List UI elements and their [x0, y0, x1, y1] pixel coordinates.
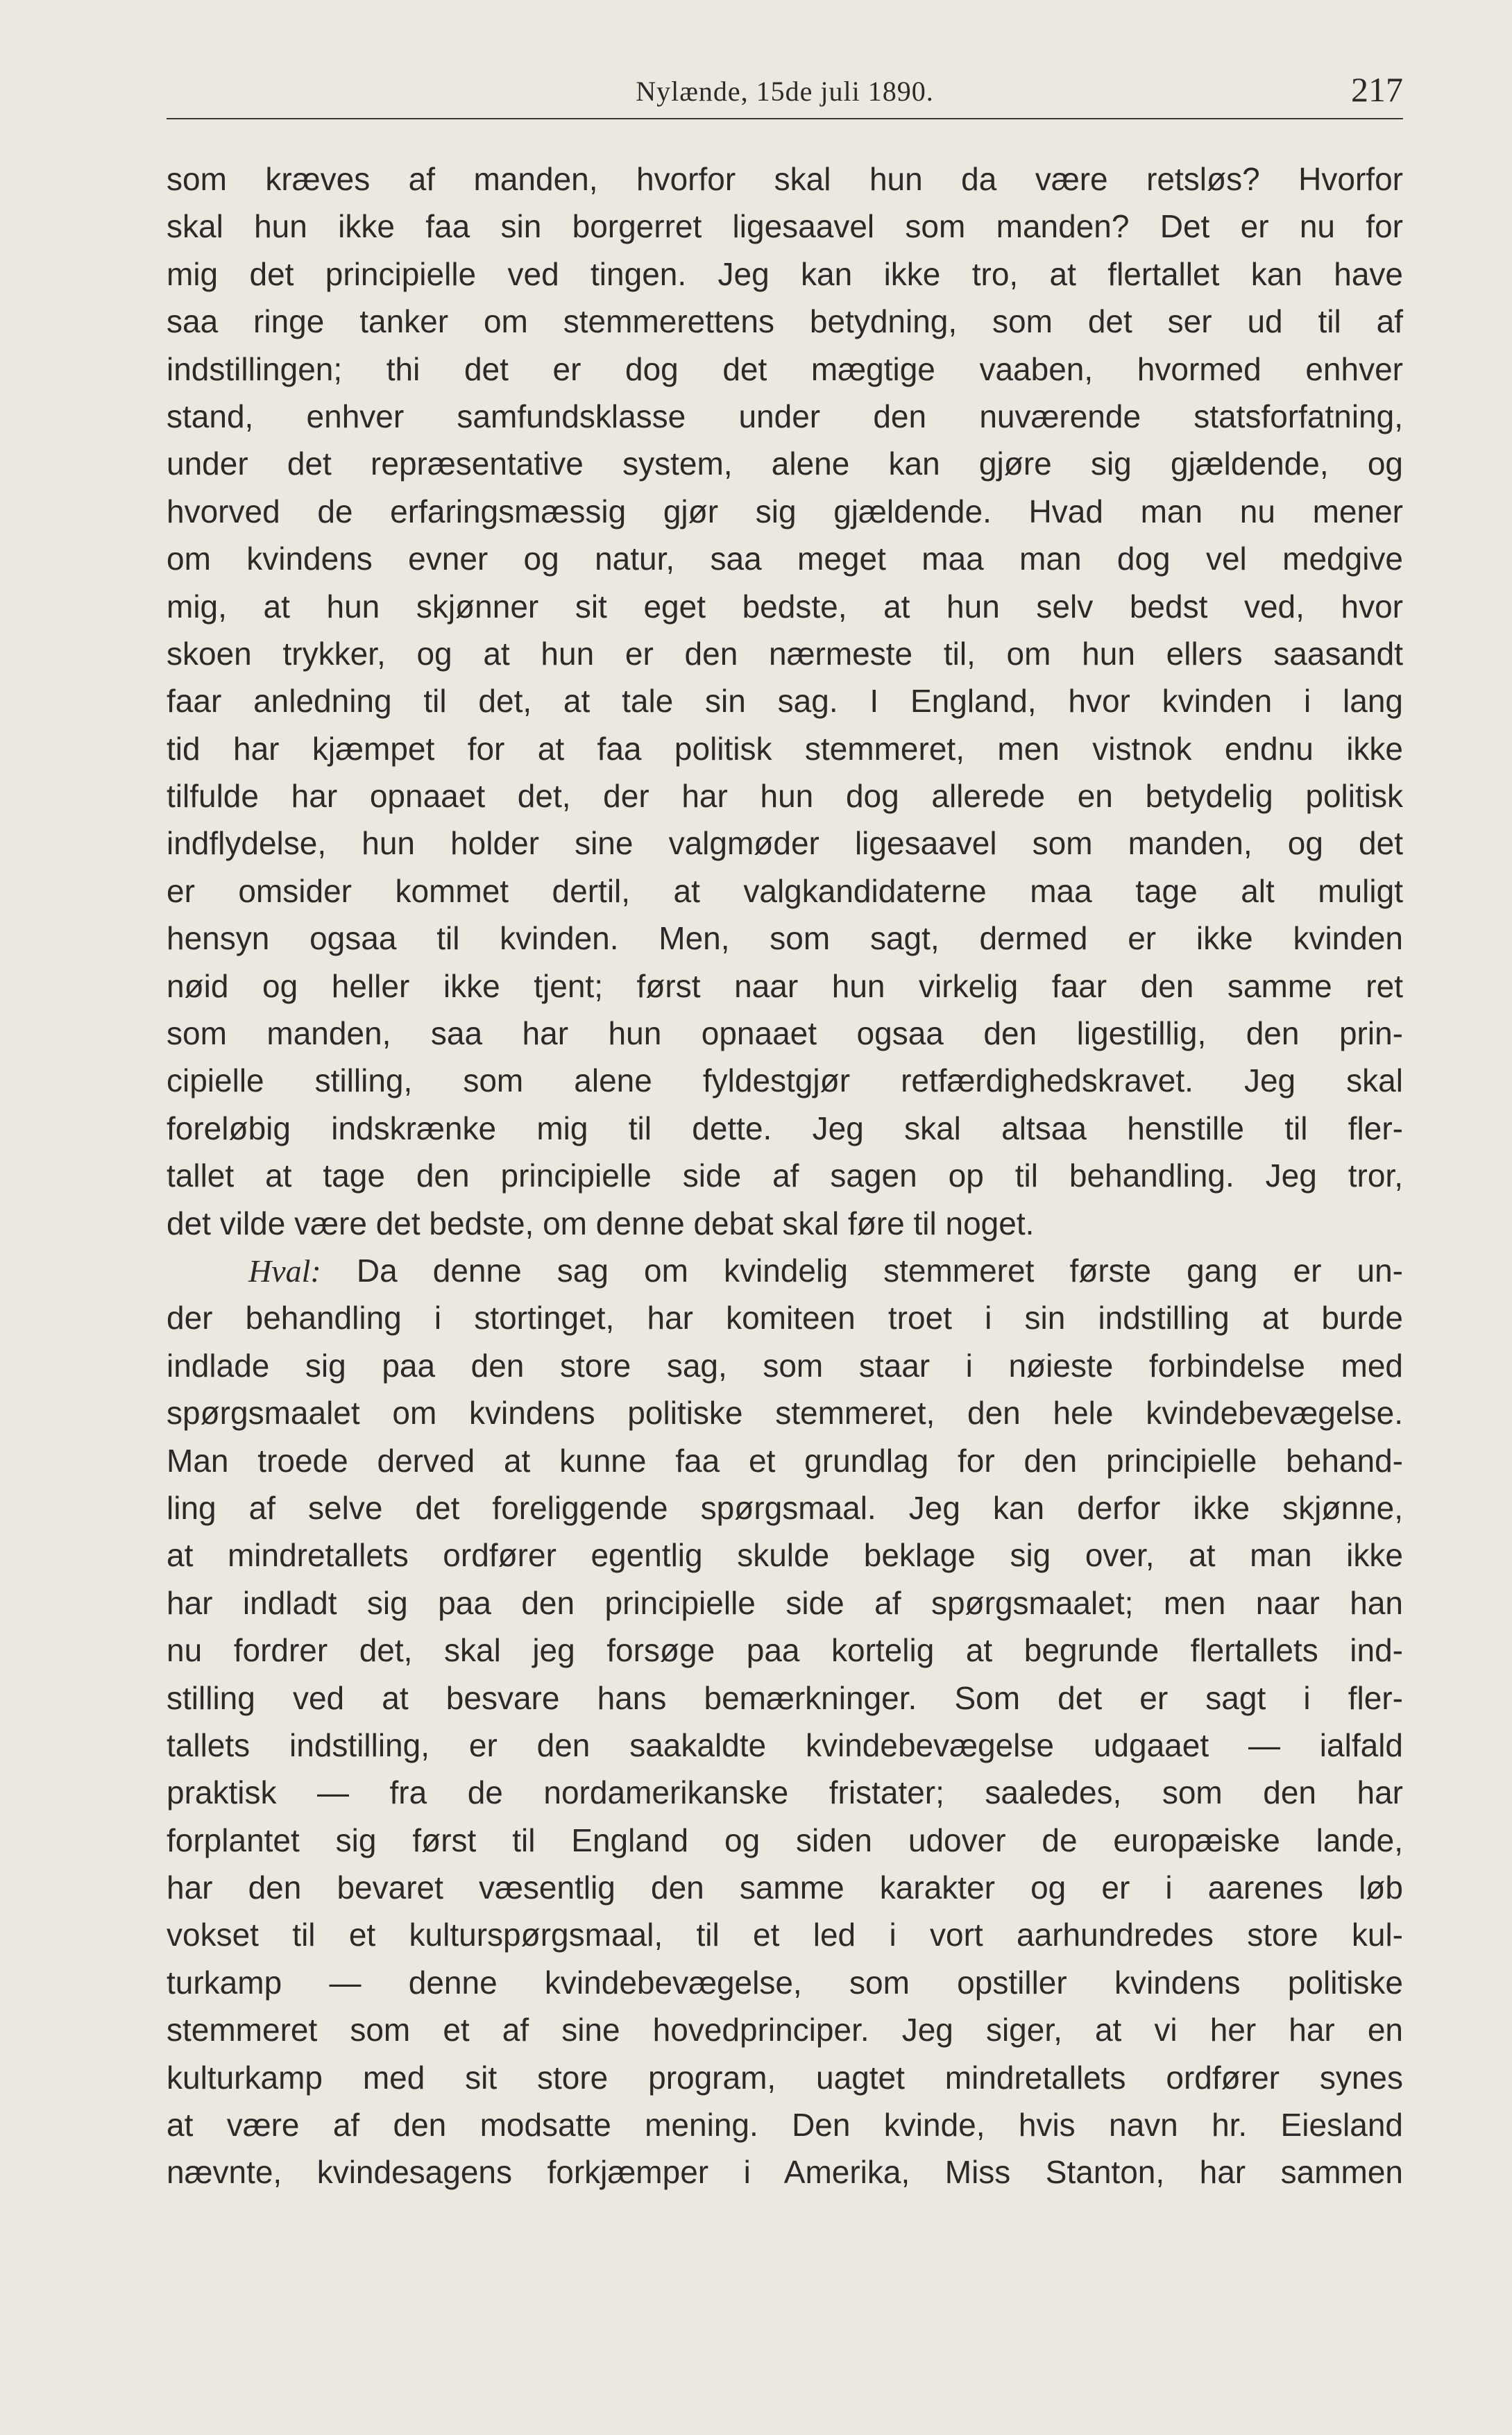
text-line: kulturkamp med sit store program, uagtet mindretallets ordfører synes	[167, 2059, 1403, 2096]
text-line: praktisk — fra de nordamerikanske fristater; saaledes, som den har	[167, 1774, 1403, 1811]
text-line: tilfulde har opnaaet det, der har hun dog allerede en betydelig politisk	[167, 778, 1403, 815]
paragraph-2	[167, 1247, 1403, 2196]
text-line: om kvindens evner og natur, saa meget maa man dog vel medgive	[167, 541, 1403, 577]
text-line: tallets indstilling, er den saakaldte kvindebevægelse udgaaet — ialfald	[167, 1726, 1403, 1763]
text-line: stand, enhver samfundsklasse under den nuværende statsforfatning,	[167, 398, 1403, 434]
text-line: hensyn ogsaa til kvinden. Men, som sagt, dermed er ikke kvinden	[167, 920, 1403, 957]
text-line: har indladt sig paa den principielle side af spørgsmaalet; men naar han	[167, 1584, 1403, 1621]
text-line: der behandling i stortinget, har komiteen troet i sin indstilling at burde	[167, 1300, 1403, 1337]
text-line: nøid og heller ikke tjent; først naar hun virkelig faar den samme ret	[167, 967, 1403, 1004]
text-line: indflydelse, hun holder sine valgmøder ligesaavel som manden, og det	[167, 825, 1403, 862]
text-line: vokset til et kulturspørgsmaal, til et led i vort aarhundredes store kul-	[167, 1917, 1403, 1953]
text-line: forplantet sig først til England og siden udover de europæiske lande,	[167, 1822, 1403, 1858]
text-line: turkamp — denne kvindebevægelse, som opstiller kvindens politiske	[167, 1964, 1403, 2001]
text-line: har den bevaret væsentlig den samme karakter og er i aarenes løb	[167, 1869, 1403, 1906]
text-line: tid har kjæmpet for at faa politisk stemmeret, men vistnok endnu ikke	[167, 730, 1403, 767]
speaker-first-line: Da denne sag om kvindelig stemmeret første gang er un-	[356, 1252, 1403, 1289]
text-line: at være af den modsatte mening. Den kvinde, hvis navn hr. Eiesland	[167, 2107, 1403, 2144]
text-line: mig det principielle ved tingen. Jeg kan ikke tro, at flertallet kan have	[167, 255, 1403, 292]
text-line: Man troede derved at kunne faa et grundlag for den principielle behand-	[167, 1442, 1403, 1479]
text-line: faar anledning til det, at tale sin sag. I England, hvor kvinden i lang	[167, 683, 1403, 720]
text-line: cipielle stilling, som alene fyldestgjør retfærdighedskravet. Jeg skal	[167, 1062, 1403, 1099]
text-line: nu fordrer det, skal jeg forsøge paa kortelig at begrunde flertallets ind-	[167, 1632, 1403, 1669]
page-header	[167, 69, 1403, 125]
text-line: tallet at tage den principielle side af sagen op til behandling. Jeg tror,	[167, 1157, 1403, 1194]
text-line: indstillingen; thi det er dog det mægtige vaaben, hvormed enhver	[167, 350, 1403, 387]
text-line: som manden, saa har hun opnaaet ogsaa den ligestillig, den prin-	[167, 1015, 1403, 1052]
header-rule	[167, 118, 1403, 119]
text-line: er omsider kommet dertil, at valgkandidaterne maa tage alt muligt	[167, 872, 1403, 909]
page-number: 217	[1351, 70, 1403, 109]
text-line: under det repræsentative system, alene kan gjøre sig gjældende, og	[167, 446, 1403, 482]
text-line: ling af selve det foreliggende spørgsmaal. Jeg kan derfor ikke skjønne,	[167, 1489, 1403, 1526]
text-line: det vilde være det bedste, om denne debat skal føre til noget.	[167, 1205, 1035, 1241]
text-line: foreløbig indskrænke mig til dette. Jeg skal altsaa henstille til fler-	[167, 1110, 1403, 1146]
running-head: Nylænde, 15de juli 1890.	[636, 76, 934, 107]
text-line	[167, 1247, 1403, 1294]
text-line: stilling ved at besvare hans bemærkninger. Som det er sagt i fler-	[167, 1679, 1403, 1716]
text-line: at mindretallets ordfører egentlig skulde beklage sig over, at man ikke	[167, 1537, 1403, 1574]
text-line: som kræves af manden, hvorfor skal hun da være retsløs? Hvorfor	[167, 161, 1403, 197]
speaker-name: Hval:	[248, 1253, 321, 1289]
text-line: skoen trykker, og at hun er den nærmeste til, om hun ellers saasandt	[167, 635, 1403, 672]
text-line: spørgsmaalet om kvindens politiske stemmeret, den hele kvindebevægelse.	[167, 1395, 1403, 1432]
text-line: mig, at hun skjønner sit eget bedste, at hun selv bedst ved, hvor	[167, 588, 1403, 625]
text-line: skal hun ikke faa sin borgerret ligesaavel som manden? Det er nu for	[167, 208, 1403, 245]
text-line: hvorved de erfaringsmæssig gjør sig gjældende. Hvad man nu mener	[167, 493, 1403, 529]
body-text	[167, 155, 1403, 2196]
paragraph-1	[167, 155, 1403, 1247]
text-line: stemmeret som et af sine hovedprinciper. Jeg siger, at vi her har en	[167, 2012, 1403, 2048]
text-line: nævnte, kvindesagens forkjæmper i Amerika, Miss Stanton, har sammen	[167, 2154, 1403, 2191]
text-line: saa ringe tanker om stemmerettens betydning, som det ser ud til af	[167, 303, 1403, 340]
text-line: indlade sig paa den store sag, som staar i nøieste forbindelse med	[167, 1347, 1403, 1384]
